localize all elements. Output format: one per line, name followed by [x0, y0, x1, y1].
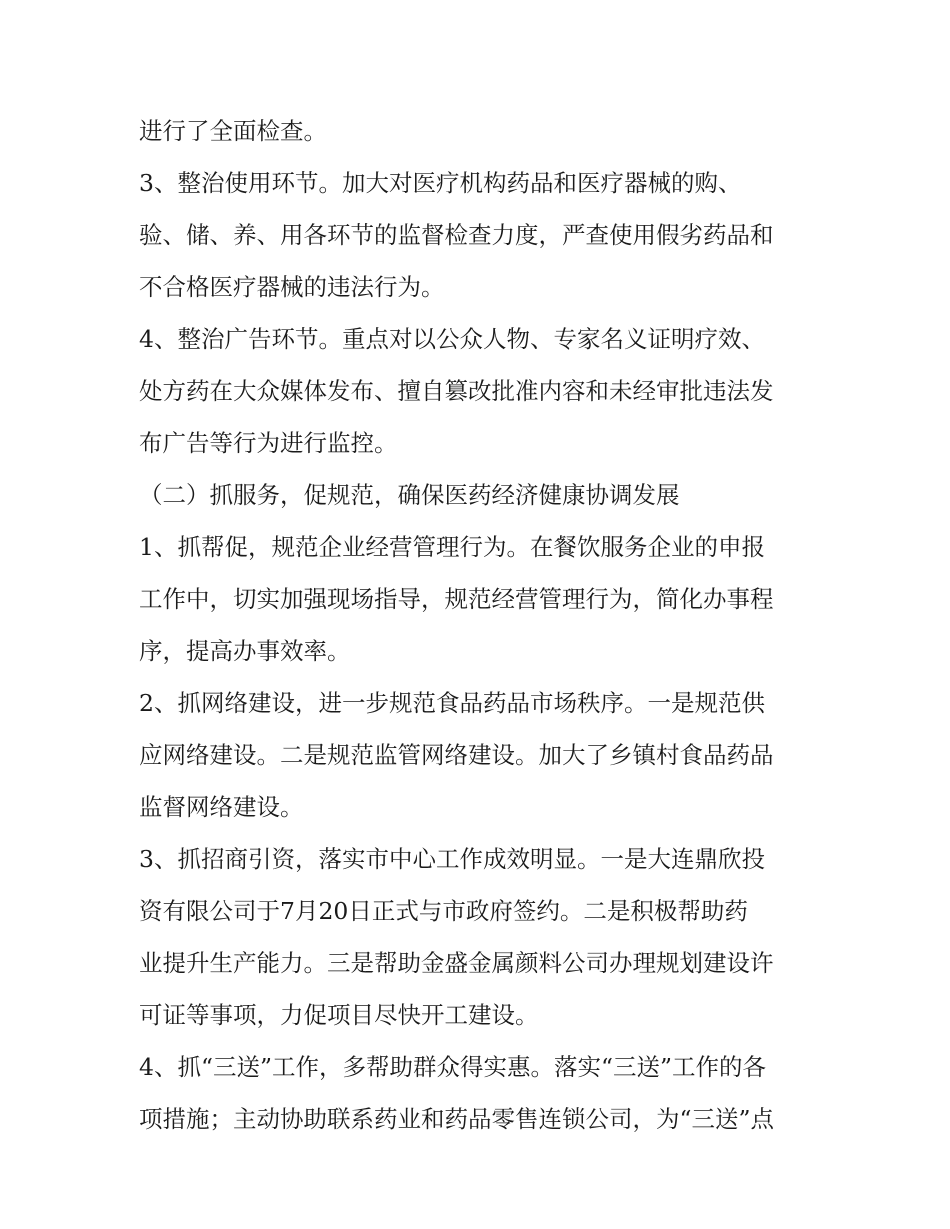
text-line-18: 可证等事项，力促项目尽快开工建设。 [139, 1001, 539, 1029]
text-line-7: 布广告等行为进行监控。 [139, 429, 398, 457]
text-line-19: 4、抓“三送”工作，多帮助群众得实惠。落实“三送”工作的各 [139, 1053, 767, 1081]
document-body [139, 105, 819, 1145]
text-line-20: 项措施；主动协助联系药业和药品零售连锁公司，为“三送”点 [139, 1105, 775, 1133]
section-heading: （二）抓服务，促规范，确保医药经济健康协调发展 [139, 481, 680, 509]
text-line-17: 业提升生产能力。三是帮助金盛金属颜料公司办理规划建设许 [139, 949, 774, 977]
text-line-5: 4、整治广告环节。重点对以公众人物、专家名义证明疗效、 [139, 325, 765, 353]
text-line-14: 监督网络建设。 [139, 793, 304, 821]
text-line-3: 验、储、养、用各环节的监督检查力度，严查使用假劣药品和 [139, 221, 774, 249]
text-line-6: 处方药在大众媒体发布、擅自篡改批准内容和未经审批违法发 [139, 377, 774, 405]
text-line-2: 3、整治使用环节。加大对医疗机构药品和医疗器械的购、 [139, 169, 742, 197]
text-line-12: 2、抓网络建设，进一步规范食品药品市场秩序。一是规范供 [139, 689, 765, 717]
text-line-11: 序，提高办事效率。 [139, 637, 351, 665]
text-line-9: 1、抓帮促，规范企业经营管理行为。在餐饮服务企业的申报 [139, 533, 765, 561]
text-line-16: 资有限公司于7月20日正式与市政府签约。二是积极帮助药 [139, 897, 748, 925]
text-line-1: 进行了全面检查。 [139, 117, 327, 145]
text-line-15: 3、抓招商引资，落实市中心工作成效明显。一是大连鼎欣投 [139, 845, 765, 873]
text-line-10: 工作中，切实加强现场指导，规范经营管理行为，简化办事程 [139, 585, 774, 613]
text-line-4: 不合格医疗器械的违法行为。 [139, 273, 445, 301]
text-line-13: 应网络建设。二是规范监管网络建设。加大了乡镇村食品药品 [139, 741, 774, 769]
